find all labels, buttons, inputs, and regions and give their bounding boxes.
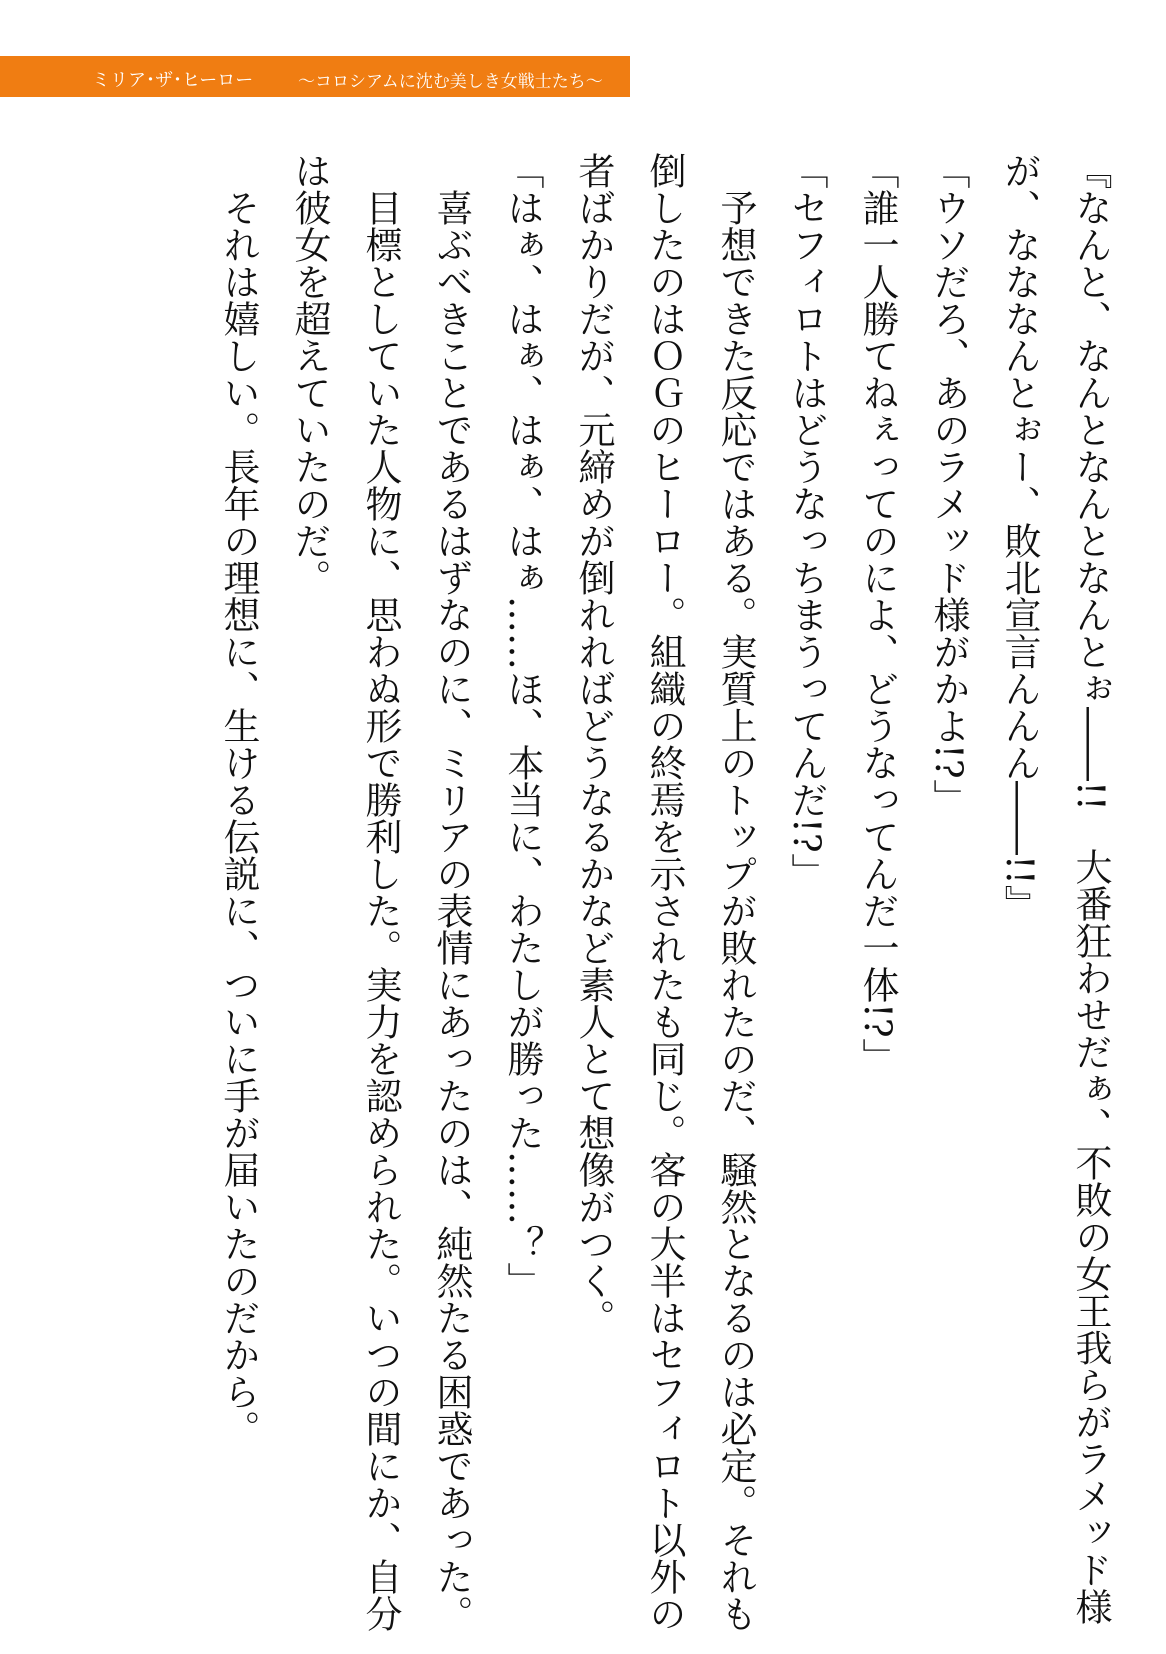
paragraph: 「誰一人勝てねぇってのによ、どうなってんだ一体!?」 (856, 152, 899, 1075)
running-header (0, 56, 630, 97)
paragraph: 目標としていた人物に、思わぬ形で勝利した。実力を認められた。いつの間にか、自分は彼女を超えていたのだ。 (288, 152, 402, 1632)
book-subtitle: ～コロシアムに沈む美しき女戦士たち～ (298, 72, 603, 92)
paragraph: 「ウソだろ、あのラメッド様がかよ!?」 (927, 152, 970, 816)
vertical-text-body (60, 152, 1126, 1632)
paragraph: 予想できた反応ではある。実質上のトップが敗れたのだ、騒然となるのは必定。それも倒したのはＯＧのヒーロー。組織の終焉を示されたも同じ。客の大半はセフィロト以外の者ばかりだが、元締めが倒れればどうなるかなど素人とて想像がつく。 (572, 152, 757, 1632)
paragraph: 「セフィロトはどうなっちまうってんだ!?」 (785, 152, 828, 890)
paragraph: 喜ぶべきことであるはずなのに、ミリアの表情にあったのは、純然たる困惑であった。 (430, 189, 473, 1632)
book-title: ミリア･ザ･ヒーロー (92, 70, 254, 91)
paragraph: それは嬉しい。長年の理想に、生ける伝説に、ついに手が届いたのだから。 (217, 189, 260, 1447)
paragraph: 「はぁ、はぁ、はぁ、はぁ……ほ、本当に、わたしが勝った……？」 (501, 152, 544, 1299)
paragraph: 『なんと、なんとなんとなんとぉ――!! 大番狂わせだぁ、不敗の女王我らがラメッド様が、なななんとぉー、敗北宣言んんん――!!』 (998, 152, 1112, 1625)
